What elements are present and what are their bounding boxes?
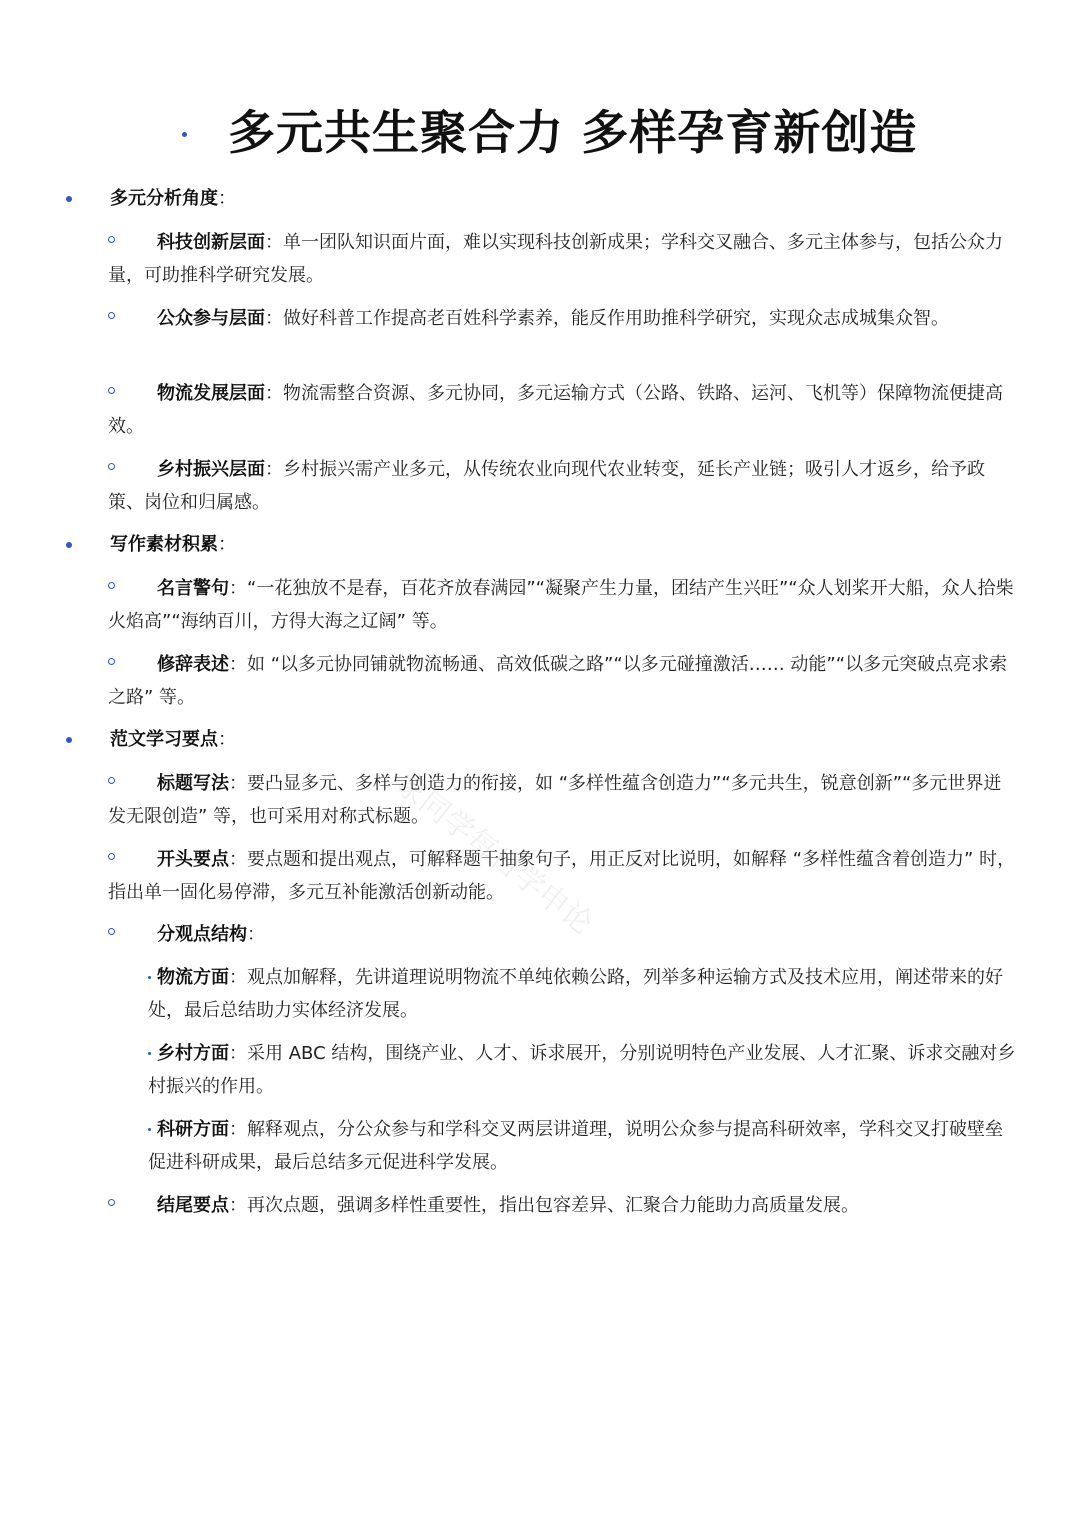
- circle-bullet-icon: [108, 312, 115, 319]
- dot-bullet-icon: [148, 1128, 151, 1131]
- circle-bullet-icon: [108, 658, 115, 665]
- section-heading: 范文学习要点：: [110, 729, 236, 750]
- list-item: 乡村振兴层面：乡村振兴需产业多元，从传统农业向现代农业转变，延长产业链；吸引人才返乡，给予政策、岗位和归属感。: [108, 459, 985, 513]
- circle-bullet-icon: [108, 777, 115, 784]
- circle-bullet-icon: [108, 582, 115, 589]
- list-item: 标题写法：要凸显多元、多样与创造力的衔接，如 “多样性蕴含创造力”“多元共生，锐意创新”“多元世界迸发无限创造” 等，也可采用对称式标题。: [108, 773, 1002, 827]
- sub-list-item: 科研方面：解释观点，分公众参与和学科交叉两层讲道理，说明公众参与提高科研效率，学科交叉打破壁垒促进科研成果，最后总结多元促进科学发展。: [148, 1119, 1003, 1173]
- list-item: 修辞表述：如 “以多元协同铺就物流畅通、高效低碳之路”“以多元碰撞激活…… 动能”“以多元突破点亮求索之路” 等。: [108, 654, 1008, 708]
- dot-bullet-icon: [148, 976, 151, 979]
- bullet-icon: [66, 737, 72, 743]
- page-title: 多元共生聚合力 多样孕育新创造: [228, 106, 918, 161]
- circle-bullet-icon: [108, 387, 115, 394]
- circle-bullet-icon: [108, 463, 115, 470]
- title-row: [0, 96, 1080, 166]
- list-item: 名言警句：“一花独放不是春，百花齐放春满园”“凝聚产生力量，团结产生兴旺”“众人划桨开大船，众人拾柴火焰高”“海纳百川，方得大海之辽阔” 等。: [108, 578, 1014, 632]
- section-analysis: [0, 185, 1080, 217]
- title-bullet-icon: [182, 132, 187, 137]
- dot-bullet-icon: [148, 1052, 151, 1055]
- watermark: 家同学每日学申论: [388, 766, 600, 942]
- sub-list-item: 乡村方面：采用 ABC 结构，围绕产业、人才、诉求展开，分别说明特色产业发展、人才汇聚、诉求交融对乡村振兴的作用。: [148, 1043, 1016, 1097]
- sub-list-item: 物流方面：观点加解释，先讲道理说明物流不单纯依赖公路，列举多种运输方式及技术应用，阐述带来的好处，最后总结助力实体经济发展。: [148, 967, 1003, 1021]
- list-item: 结尾要点：再次点题，强调多样性重要性，指出包容差异、汇聚合力能助力高质量发展。: [108, 1189, 1018, 1222]
- bullet-icon: [66, 196, 72, 202]
- list-item: 分观点结构：: [108, 918, 1018, 951]
- circle-bullet-icon: [108, 928, 115, 935]
- list-item: 开头要点：要点题和提出观点，可解释题干抽象句子，用正反对比说明，如解释 “多样性蕴含着创造力” 时，指出单一固化易停滞，多元互补能激活创新动能。: [108, 849, 1016, 903]
- list-item: 物流发展层面：物流需整合资源、多元协同，多元运输方式（公路、铁路、运河、飞机等）保障物流便捷高效。: [108, 383, 1003, 437]
- circle-bullet-icon: [108, 236, 115, 243]
- circle-bullet-icon: [108, 1199, 115, 1206]
- section-heading: 写作素材积累：: [110, 534, 236, 555]
- section-model-essay: [0, 726, 1080, 758]
- list-item: 科技创新层面：单一团队知识面片面，难以实现科技创新成果；学科交叉融合、多元主体参与，包括公众力量，可助推科学研究发展。: [108, 232, 1003, 286]
- section-materials: [0, 531, 1080, 563]
- section-heading: 多元分析角度：: [110, 188, 236, 209]
- list-item: 公众参与层面：做好科普工作提高老百姓科学素养，能反作用助推科学研究，实现众志成城集众智。: [108, 302, 1018, 335]
- bullet-icon: [66, 542, 72, 548]
- circle-bullet-icon: [108, 853, 115, 860]
